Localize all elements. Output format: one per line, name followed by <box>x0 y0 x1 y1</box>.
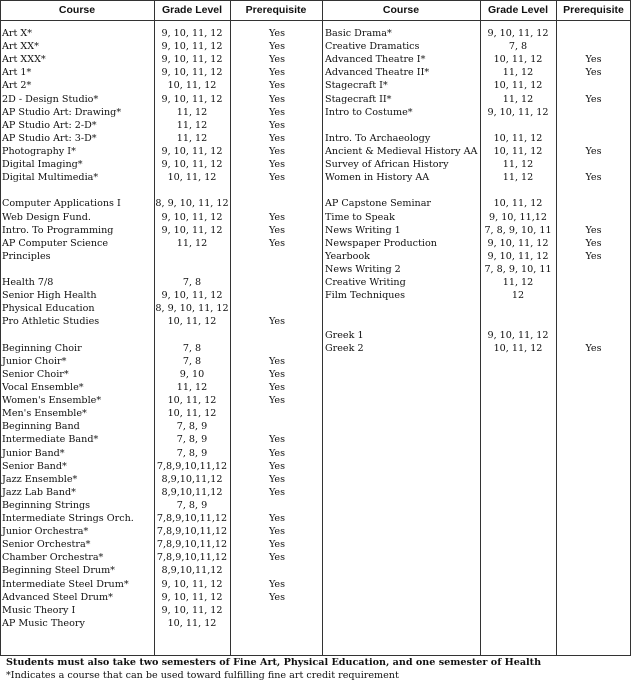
table-cell <box>2 329 154 342</box>
table-cell <box>557 263 630 276</box>
table-cell: Yes <box>585 237 602 249</box>
table-cell: 7,8,9,10,11,12 <box>156 460 228 472</box>
table-cell <box>231 407 323 420</box>
table-cell: 11, 12 <box>502 159 534 171</box>
table-cell: Yes <box>268 395 286 407</box>
table-cell: 11, 12 <box>176 237 208 249</box>
table-cell: Stagecraft II* <box>325 93 392 105</box>
right-prereq-column <box>557 27 630 355</box>
table-cell: Greek 1 <box>325 329 364 341</box>
table-cell <box>231 617 323 630</box>
table-cell: Computer Applications I <box>2 198 121 210</box>
left-grade-column <box>154 27 230 630</box>
table-cell: Vocal Ensemble* <box>2 381 84 393</box>
table-cell: Survey of African History <box>325 159 449 171</box>
table-cell: Yes <box>268 552 286 564</box>
table-cell: Advanced Theatre II* <box>325 67 430 79</box>
table-cell: Intermediate Steel Drum* <box>2 578 129 590</box>
table-cell: Music Theory I <box>2 604 76 616</box>
table-cell: 7,8,9,10,11,12 <box>156 539 228 551</box>
table-cell: Yes <box>268 132 286 144</box>
table-cell: 9, 10, 11, 12 <box>161 28 223 39</box>
table-cell: 2D - Design Studio* <box>2 93 99 105</box>
table-cell: Creative Writing <box>325 277 406 289</box>
table-cell: Yes <box>585 54 602 66</box>
table-cell: Art X* <box>2 28 33 39</box>
table-cell: 9, 10, 11, 12 <box>161 54 223 66</box>
table-cell: 9, 10, 11, 12 <box>161 290 223 302</box>
table-cell: Junior Choir* <box>2 355 67 367</box>
table-cell: Yes <box>268 106 286 118</box>
table-cell <box>557 27 630 40</box>
table-cell <box>2 263 154 276</box>
table-cell: Web Design Fund. <box>2 211 91 223</box>
table-cell <box>479 302 557 315</box>
table-cell <box>557 289 630 302</box>
table-cell <box>154 263 230 276</box>
table-cell: Pro Athletic Studies <box>2 316 100 328</box>
header-prereq-left: Prerequisite <box>245 4 307 16</box>
table-cell: Creative Dramatics <box>325 41 420 53</box>
table-cell <box>557 184 630 197</box>
table-cell: Yes <box>268 513 286 525</box>
table-cell <box>557 106 630 119</box>
table-cell <box>325 302 480 315</box>
table-cell: 10, 11, 12 <box>493 342 543 354</box>
table-cell <box>154 250 230 263</box>
table-cell: Yes <box>268 159 286 171</box>
table-cell: Senior Choir* <box>2 368 69 380</box>
header-grade-right: Grade Level <box>487 4 549 16</box>
table-cell <box>325 184 480 197</box>
table-cell: Yes <box>268 591 286 603</box>
table-cell: Yes <box>268 526 286 538</box>
table-cell: Newspaper Production <box>325 237 437 249</box>
table-cell: 11, 12 <box>502 93 534 105</box>
table-cell <box>479 184 557 197</box>
table-cell <box>231 420 323 433</box>
table-cell: Yes <box>268 93 286 105</box>
table-cell: News Writing 1 <box>325 224 401 236</box>
table-cell: Intro. To Programming <box>2 224 114 236</box>
table-cell: Art 1* <box>2 67 32 79</box>
table-cell: 11, 12 <box>502 67 534 79</box>
table-cell: 11, 12 <box>176 106 208 118</box>
table-cell: Yes <box>268 119 286 131</box>
table-cell: 10, 11, 12 <box>167 408 217 420</box>
table-cell: AP Studio Art: 3-D* <box>2 132 97 144</box>
table-cell <box>325 315 480 328</box>
table-cell <box>557 119 630 132</box>
requirement-note: Students must also take two semesters of Fine Art, Physical Education, and one semester of Health <box>6 657 542 668</box>
table-cell: Beginning Strings <box>2 499 91 511</box>
table-cell: 7, 8, 9 <box>176 499 208 511</box>
table-cell: 7, 8 <box>182 277 202 289</box>
table-cell: Ancient & Medieval History AA <box>325 145 478 157</box>
table-cell: 9, 10, 11, 12 <box>161 224 223 236</box>
table-cell: Principles <box>2 250 51 262</box>
table-cell: Intermediate Strings Orch. <box>2 513 134 525</box>
table-cell: Yes <box>268 316 286 328</box>
table-cell: 9, 10, 11, 12 <box>487 237 549 249</box>
table-cell: 9, 10, 11, 12 <box>487 106 549 118</box>
table-cell: Yes <box>268 172 286 184</box>
table-cell: 9, 10, 11, 12 <box>161 159 223 171</box>
table-cell: Yes <box>268 211 286 223</box>
table-cell <box>154 329 230 342</box>
table-cell: Art XXX* <box>2 54 46 66</box>
table-cell: 8, 9, 10, 11, 12 <box>155 198 229 210</box>
table-cell: Yes <box>268 28 286 39</box>
table-cell <box>231 604 323 617</box>
table-cell: AP Computer Science <box>2 237 109 249</box>
table-cell: Yes <box>585 172 602 184</box>
table-cell: Jazz Ensemble* <box>2 473 78 485</box>
table-cell: AP Studio Art: 2-D* <box>2 119 97 131</box>
table-cell: 9, 10, 11, 12 <box>487 250 549 262</box>
table-cell: 9, 10, 11, 12 <box>487 28 549 39</box>
table-cell: Yes <box>268 539 286 551</box>
table-cell: 9, 10, 11, 12 <box>161 211 223 223</box>
table-cell <box>231 329 323 342</box>
table-cell: Basic Drama* <box>325 28 392 39</box>
table-cell: 7, 8 <box>182 342 202 354</box>
table-cell <box>325 119 480 132</box>
table-cell: 9, 10, 11, 12 <box>161 591 223 603</box>
right-grade-column <box>479 27 557 355</box>
table-cell: 9, 10, 11, 12 <box>161 604 223 616</box>
table-cell: Greek 2 <box>325 342 364 354</box>
table-cell <box>231 499 323 512</box>
table-cell: 8,9,10,11,12 <box>161 486 223 498</box>
table-cell: News Writing 2 <box>325 263 401 275</box>
table-cell: 11, 12 <box>502 277 534 289</box>
table-cell: Yes <box>585 342 602 354</box>
table-cell: Yes <box>585 145 602 157</box>
table-cell: 7, 8, 9, 10, 11 <box>484 263 552 275</box>
table-cell: Health 7/8 <box>2 277 54 289</box>
table-cell: AP Studio Art: Drawing* <box>2 106 122 118</box>
table-cell: Women in History AA <box>325 172 430 184</box>
table-cell: 9, 10 <box>179 368 205 380</box>
table-cell: Yes <box>268 67 286 79</box>
table-cell: Photography I* <box>2 145 76 157</box>
table-cell: Yes <box>268 368 286 380</box>
table-cell: Yes <box>585 250 602 262</box>
table-cell: 11, 12 <box>176 381 208 393</box>
table-cell: Intermediate Band* <box>2 434 99 446</box>
table-cell <box>231 289 323 302</box>
table-cell: 10, 11, 12 <box>493 80 543 92</box>
table-cell: 7, 8 <box>182 355 202 367</box>
table-cell: 11, 12 <box>502 172 534 184</box>
table-cell: Yes <box>268 460 286 472</box>
table-cell: Junior Band* <box>2 447 65 459</box>
header-divider <box>0 20 631 21</box>
table-cell: Yes <box>268 447 286 459</box>
table-cell: 8, 9, 10, 11, 12 <box>155 303 229 315</box>
table-cell <box>557 276 630 289</box>
header-course-left: Course <box>58 4 96 16</box>
table-cell: Stagecraft I* <box>325 80 388 92</box>
table-cell: Junior Orchestra* <box>2 526 89 538</box>
table-cell: Yes <box>268 381 286 393</box>
table-cell: 8,9,10,11,12 <box>161 473 223 485</box>
table-cell <box>557 79 630 92</box>
table-cell: Yes <box>268 145 286 157</box>
table-cell: Chamber Orchestra* <box>2 552 104 564</box>
table-cell: 7, 8, 9 <box>176 447 208 459</box>
table-cell: Art 2* <box>2 80 32 92</box>
table-cell <box>557 211 630 224</box>
table-cell: Beginning Steel Drum* <box>2 565 115 577</box>
table-cell: 7, 8, 9 <box>176 421 208 433</box>
table-cell: Women's Ensemble* <box>2 395 102 407</box>
table-cell: Advanced Theatre I* <box>325 54 426 66</box>
right-course-column <box>325 27 480 355</box>
table-cell: Film Techniques <box>325 290 405 302</box>
table-cell: Advanced Steel Drum* <box>2 591 113 603</box>
table-cell: Senior Orchestra* <box>2 539 91 551</box>
table-cell: Yes <box>268 41 286 53</box>
table-cell: Yes <box>268 224 286 236</box>
table-cell: 8,9,10,11,12 <box>161 565 223 577</box>
table-cell <box>231 263 323 276</box>
table-cell <box>231 564 323 577</box>
table-cell: 9, 10, 11,12 <box>489 211 547 223</box>
table-cell: 9, 10, 11, 12 <box>487 329 549 341</box>
table-cell: 9, 10, 11, 12 <box>161 578 223 590</box>
left-course-column <box>2 27 154 630</box>
table-cell <box>557 302 630 315</box>
table-cell <box>2 184 154 197</box>
table-cell: 10, 11, 12 <box>167 80 217 92</box>
table-cell: 10, 11, 12 <box>167 316 217 328</box>
table-cell: 9, 10, 11, 12 <box>161 41 223 53</box>
table-cell: Jazz Lab Band* <box>2 486 76 498</box>
table-cell: Intro to Costume* <box>325 106 413 118</box>
table-cell: 10, 11, 12 <box>493 54 543 66</box>
table-cell: Yes <box>268 578 286 590</box>
table-cell <box>557 132 630 145</box>
table-cell: Men's Ensemble* <box>2 408 87 420</box>
table-cell: Yes <box>585 93 602 105</box>
table-cell <box>231 302 323 315</box>
table-cell: Yes <box>268 486 286 498</box>
table-cell: 10, 11, 12 <box>493 145 543 157</box>
table-cell <box>231 250 323 263</box>
table-cell <box>557 315 630 328</box>
header-course-right: Course <box>382 4 420 16</box>
table-cell: Yearbook <box>325 250 370 262</box>
table-cell: 10, 11, 12 <box>167 617 217 629</box>
table-cell: Beginning Band <box>2 421 80 433</box>
table-cell <box>231 197 323 210</box>
table-cell: Senior Band* <box>2 460 67 472</box>
table-cell: 11, 12 <box>176 119 208 131</box>
table-cell <box>231 342 323 355</box>
table-cell: Digital Multimedia* <box>2 172 99 184</box>
table-cell <box>231 184 323 197</box>
table-cell: Yes <box>585 224 602 236</box>
table-cell <box>231 276 323 289</box>
header-prereq-right: Prerequisite <box>563 4 624 16</box>
table-cell <box>557 158 630 171</box>
table-cell: 10, 11, 12 <box>167 172 217 184</box>
asterisk-note: *Indicates a course that can be used toward fulfilling fine art credit requirement <box>6 670 399 681</box>
left-prereq-column <box>231 27 323 630</box>
table-cell: Yes <box>268 473 286 485</box>
table-cell <box>479 119 557 132</box>
table-cell: 11, 12 <box>176 132 208 144</box>
table-cell: Digital Imaging* <box>2 159 83 171</box>
table-cell: Time to Speak <box>325 211 395 223</box>
table-cell <box>479 315 557 328</box>
table-cell: AP Capstone Seminar <box>325 198 431 210</box>
table-cell: Yes <box>268 54 286 66</box>
table-cell: Yes <box>268 434 286 446</box>
table-cell <box>154 184 230 197</box>
table-cell <box>557 40 630 53</box>
table-cell: 7, 8, 9 <box>176 434 208 446</box>
table-cell: 12 <box>511 290 525 302</box>
table-cell: 10, 11, 12 <box>493 198 543 210</box>
table-cell: Yes <box>268 237 286 249</box>
table-cell: 7, 8 <box>508 41 528 53</box>
table-cell: Art XX* <box>2 41 39 53</box>
table-cell: Yes <box>268 80 286 92</box>
table-cell: AP Music Theory <box>2 617 85 629</box>
table-cell: 7,8,9,10,11,12 <box>156 526 228 538</box>
table-cell: 7,8,9,10,11,12 <box>156 513 228 525</box>
table-cell: Intro. To Archaeology <box>325 132 431 144</box>
table-cell: 7, 8, 9, 10, 11 <box>484 224 552 236</box>
table-cell: 9, 10, 11, 12 <box>161 93 223 105</box>
table-cell <box>557 329 630 342</box>
table-cell: 10, 11, 12 <box>493 132 543 144</box>
table-cell: Yes <box>268 355 286 367</box>
table-cell: Physical Education <box>2 303 95 315</box>
table-cell: Beginning Choir <box>2 342 82 354</box>
table-cell: 9, 10, 11, 12 <box>161 67 223 79</box>
table-cell <box>557 197 630 210</box>
table-cell: 9, 10, 11, 12 <box>161 145 223 157</box>
table-cell: 7,8,9,10,11,12 <box>156 552 228 564</box>
table-cell: Senior High Health <box>2 290 97 302</box>
table-cell: Yes <box>585 67 602 79</box>
table-cell: 10, 11, 12 <box>167 395 217 407</box>
header-grade-left: Grade Level <box>161 4 223 16</box>
